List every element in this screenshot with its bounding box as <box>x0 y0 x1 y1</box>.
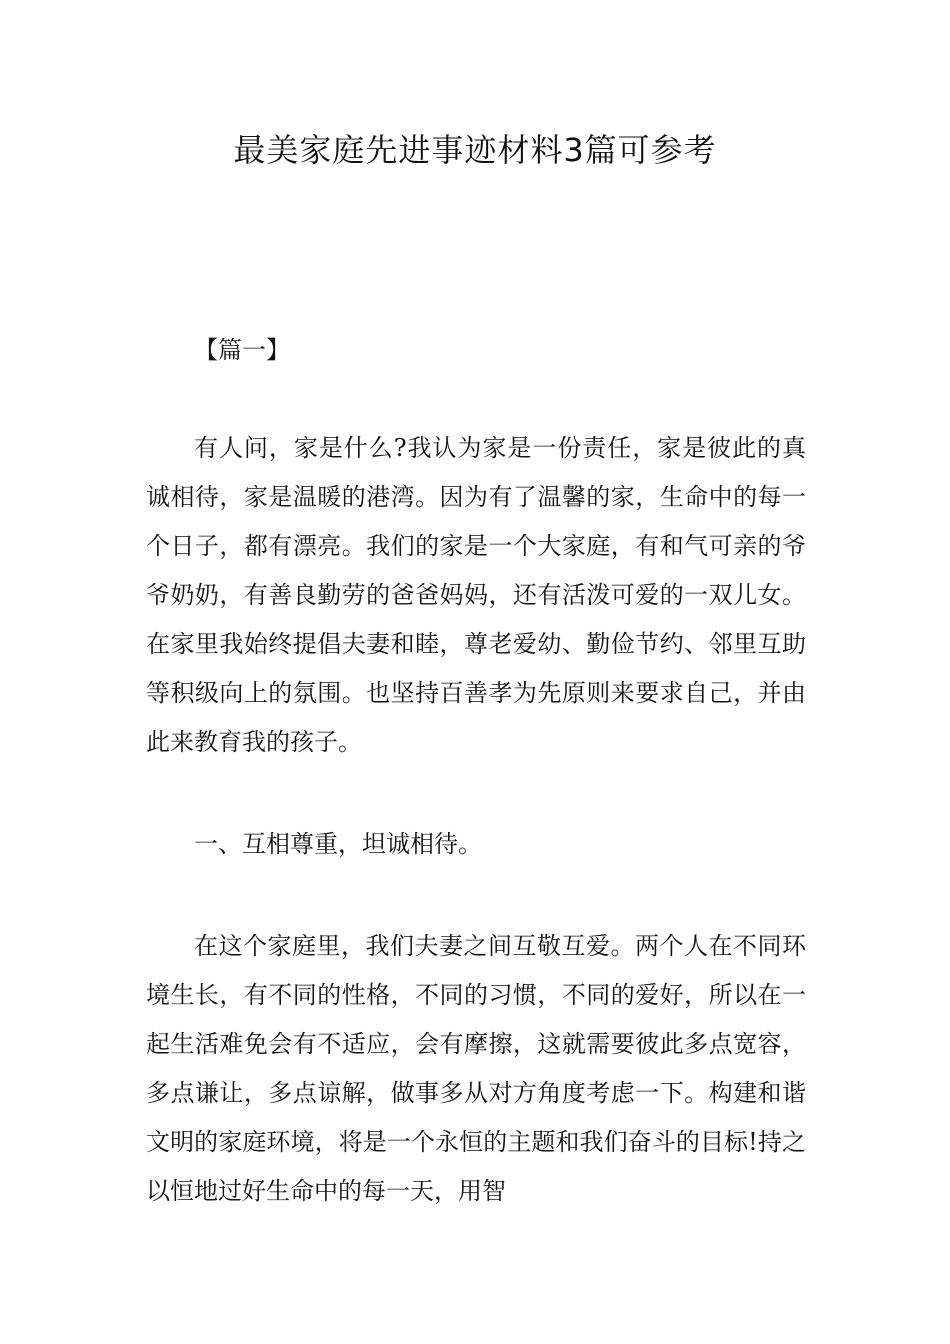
section-heading: 一、互相尊重，坦诚相待。 <box>194 830 482 858</box>
paragraph-intro: 有人问，家是什么?我认为家是一份责任，家是彼此的真诚相待，家是温暖的港湾。因为有了温馨的家，生命中的每一个日子，都有漂亮。我们的家是一个大家庭，有和气可亲的爷爷奶奶，有善良勤劳的爸爸妈妈，还有活泼可爱的一双儿女。在家里我始终提倡夫妻和睦，尊老爱幼、勤俭节约、邻里互助等积级向上的氛围。也坚持百善孝为先原则来要求自己，并由此来教育我的孩子。 <box>146 434 806 756</box>
document-title: 最美家庭先进事迹材料3篇可参考 <box>233 131 717 169</box>
paragraph-body: 在这个家庭里，我们夫妻之间互敬互爱。两个人在不同环境生长，有不同的性格，不同的习惯，不同的爱好，所以在一起生活难免会有不适应，会有摩擦，这就需要彼此多点宽容，多点谦让，多点谅解，做事多从对方角度考虑一下。构建和谐文明的家庭环境，将是一个永恒的主题和我们奋斗的目标!持之以恒地过好生命中的每一天，用智 <box>146 932 806 1205</box>
section-label: 【篇一】 <box>194 336 290 364</box>
